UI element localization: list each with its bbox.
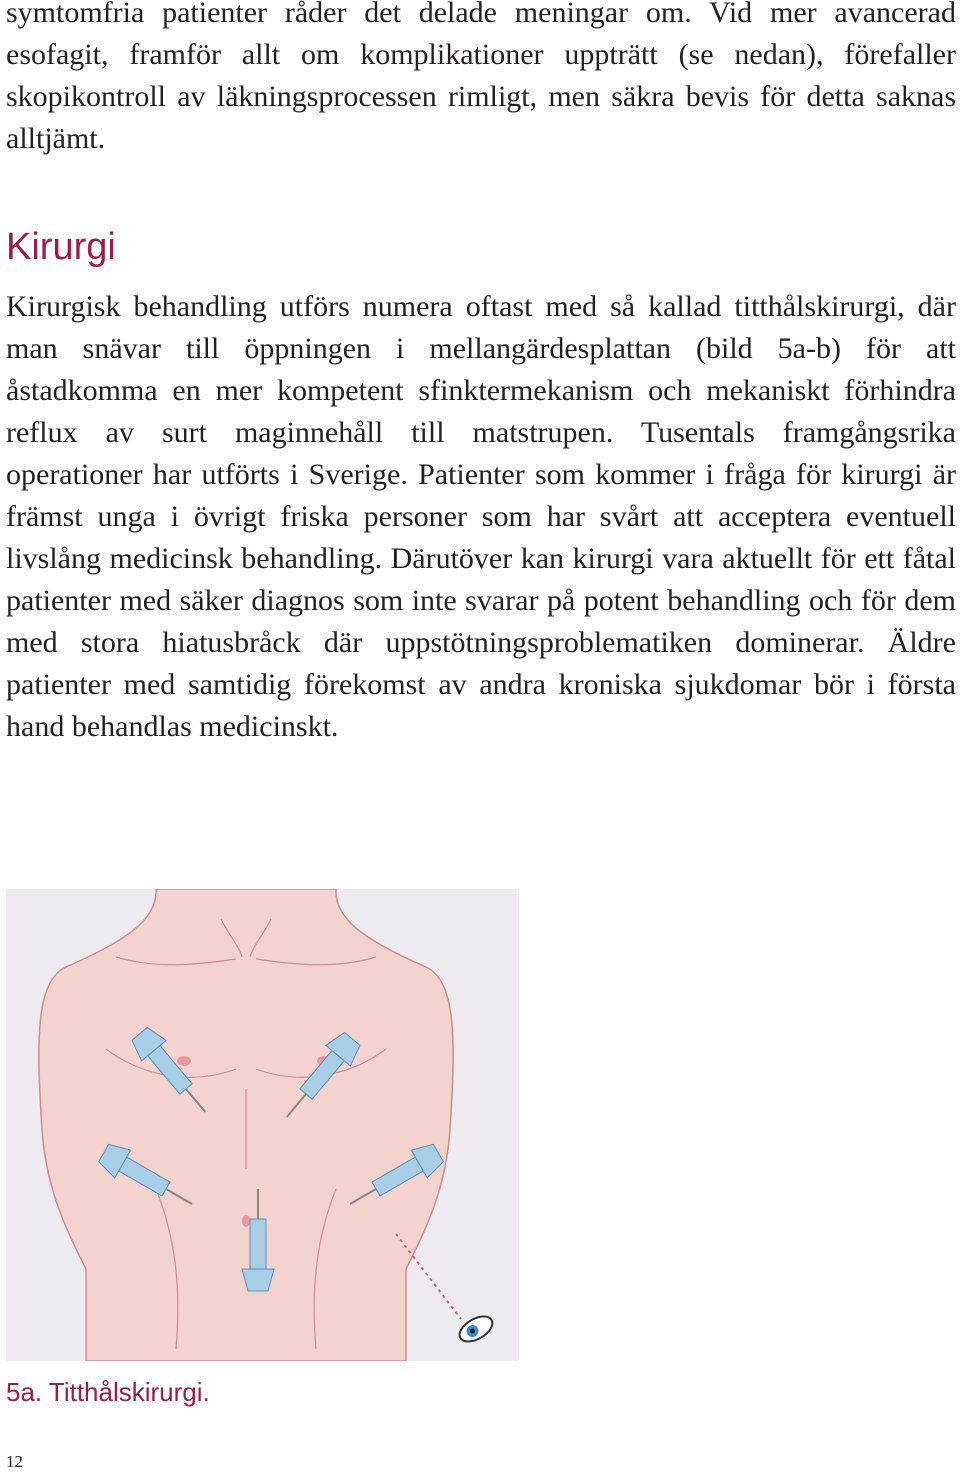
torso-trocar-drawing xyxy=(6,889,519,1361)
navel xyxy=(242,1215,250,1227)
section-paragraph: Kirurgisk behandling utförs numera oftast med så kallad titthålskirurgi, där man snävar till öppningen i mellangärdesplattan (bild 5a-b) för att åstadkomma en mer kompetent sfinktermekanism och mekaniskt förhindra reflux av surt maginnehåll till matstrupen. Tusentals framgångsrika operationer har utförts i Sverige. Patienter som kommer i fråga för kirurgi är främst unga i övrigt friska personer som har svårt att acceptera eventuell livslång medicinsk behandling. Därutöver kan kirurgi vara aktuellt för ett fåtal patienter med säker diagnos som inte svarar på potent behandling och för dem med stora hiatusbråck där uppstötningsproblematiken dominerar. Äldre patienter med samtidig förekomst av andra kroniska sjukdomar bör i första hand behandlas medicinskt. xyxy=(6,290,956,743)
nipple-left xyxy=(177,1056,191,1066)
paragraph-continued: symtomfria patienter råder det delade meningar om. Vid mer avancerad esofagit, framför allt om komplikationer uppträtt (se nedan), förefaller skopikontroll av läkningsprocessen rimligt, men säkra bevis för detta saknas alltjämt. xyxy=(6,0,956,155)
section-heading: Kirurgi xyxy=(6,226,116,268)
laparoscopy-illustration xyxy=(6,889,519,1361)
page-number: 12 xyxy=(6,1452,23,1471)
eye-icon xyxy=(455,1311,496,1346)
figure-caption: 5a. Titthålskirurgi. xyxy=(6,1377,210,1407)
